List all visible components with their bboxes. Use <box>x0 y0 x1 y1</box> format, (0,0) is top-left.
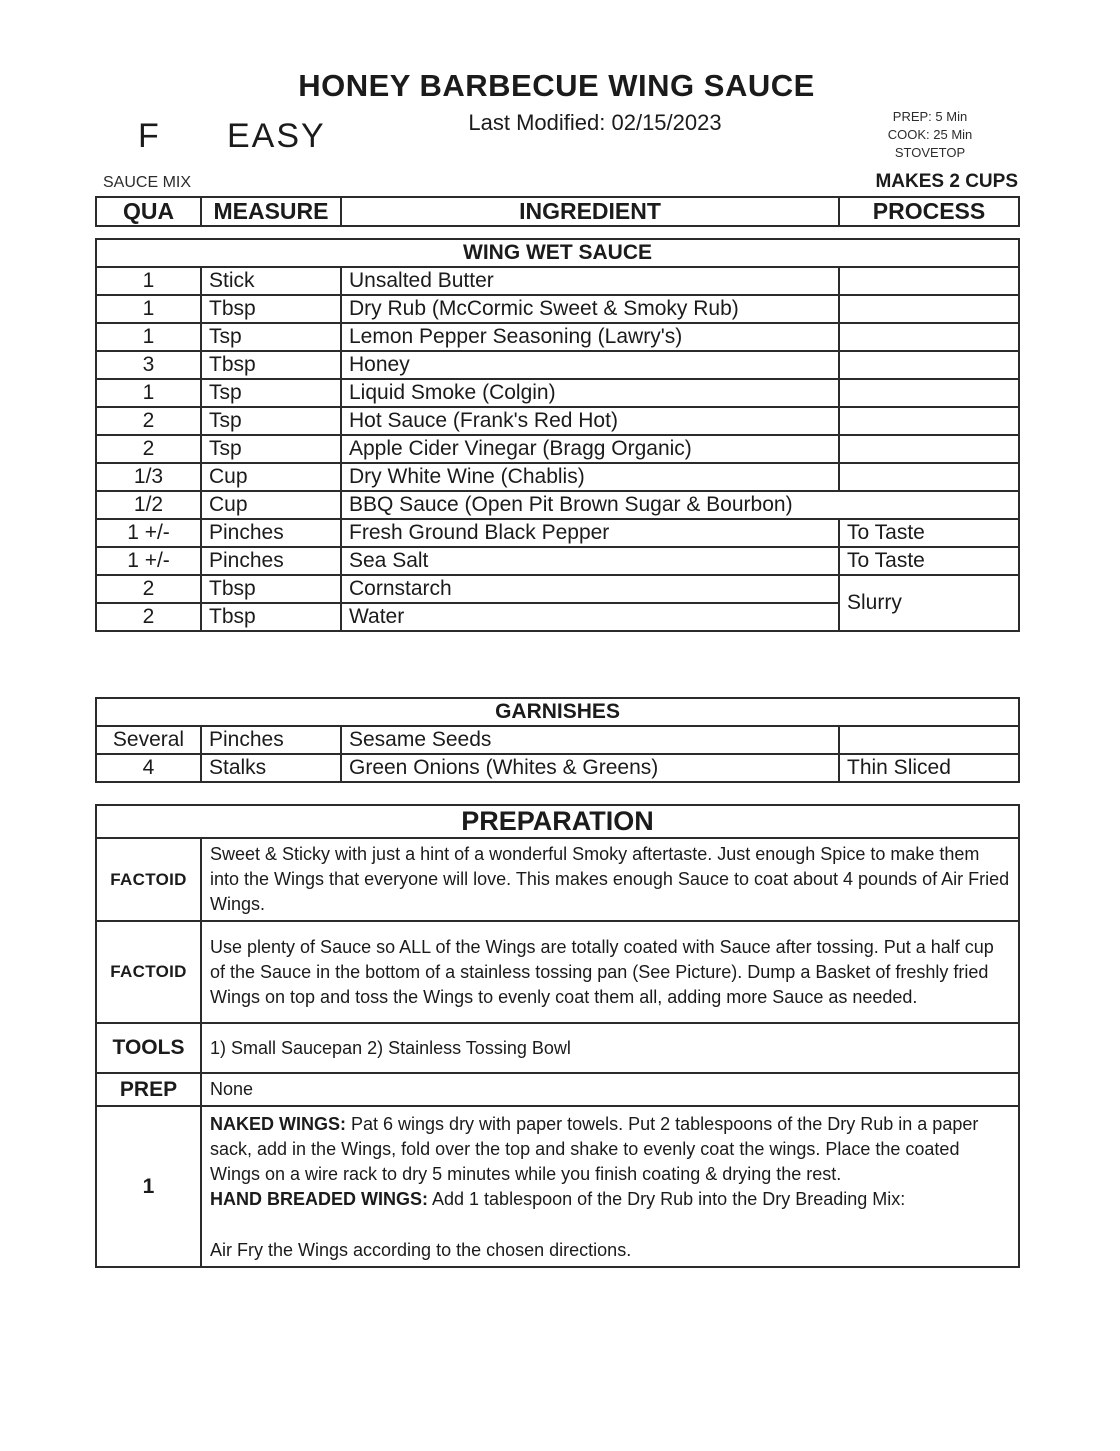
table-row <box>96 575 1019 603</box>
table-row <box>96 267 1019 295</box>
measure-cell: Tbsp <box>201 575 341 603</box>
ingredient-cell: Lemon Pepper Seasoning (Lawry's) <box>341 323 839 351</box>
ingredient-cell: Hot Sauce (Frank's Red Hot) <box>341 407 839 435</box>
ingredient-cell: Water <box>341 603 839 631</box>
cook-time: COOK: 25 Min <box>887 127 973 142</box>
ingredient-cell: Cornstarch <box>341 575 839 603</box>
tools-label: TOOLS <box>96 1023 201 1073</box>
section-title-garnishes: GARNISHES <box>96 698 1019 726</box>
qua-cell: 1/3 <box>96 463 201 491</box>
section-title-wing-wet-sauce: WING WET SAUCE <box>96 239 1019 267</box>
qua-cell: 1 <box>96 295 201 323</box>
prep-row <box>96 1073 1019 1106</box>
ingredient-cell: Liquid Smoke (Colgin) <box>341 379 839 407</box>
process-cell: Thin Sliced <box>839 754 1019 782</box>
ingredient-cell: Sesame Seeds <box>341 726 839 754</box>
difficulty-label: EASY <box>227 117 326 155</box>
section-title-row <box>96 698 1019 726</box>
process-cell <box>839 295 1019 323</box>
ingredient-cell: BBQ Sauce (Open Pit Brown Sugar & Bourbon) <box>341 491 1019 519</box>
measure-cell: Cup <box>201 463 341 491</box>
process-cell: To Taste <box>839 547 1019 575</box>
qua-cell: 1/2 <box>96 491 201 519</box>
ingredient-cell: Dry Rub (McCormic Sweet & Smoky Rub) <box>341 295 839 323</box>
factoid-text: Use plenty of Sauce so ALL of the Wings are totally coated with Sauce after tossing. Put a half cup of the Sauce in the bottom of a stainless tossing pan (See Picture). Dump a Basket of freshly fried Wings on top and toss the Wings to evenly coat them all, adding more Sauce as needed. <box>201 921 1019 1023</box>
garnishes-table <box>95 697 1020 783</box>
column-header-qua: QUA <box>96 197 201 226</box>
qua-cell: Several <box>96 726 201 754</box>
column-header-measure: MEASURE <box>201 197 341 226</box>
column-header-process: PROCESS <box>839 197 1019 226</box>
ingredient-cell: Green Onions (Whites & Greens) <box>341 754 839 782</box>
ingredient-cell: Unsalted Butter <box>341 267 839 295</box>
hand-breaded-label: HAND BREADED WINGS: <box>210 1189 428 1209</box>
table-row <box>96 726 1019 754</box>
process-cell <box>839 463 1019 491</box>
measure-cell: Tsp <box>201 435 341 463</box>
air-fry-paragraph: Air Fry the Wings according to the chosen directions. <box>210 1240 632 1260</box>
prep-label: PREP <box>96 1073 201 1106</box>
process-cell <box>839 726 1019 754</box>
table-row <box>96 519 1019 547</box>
naked-wings-paragraph <box>210 1112 1012 1187</box>
factoid-label: FACTOID <box>96 838 201 921</box>
factoid-row <box>96 921 1019 1023</box>
last-modified: Last Modified: 02/15/2023 <box>468 110 722 135</box>
process-cell: Slurry <box>839 575 1019 631</box>
qua-cell: 1 +/- <box>96 547 201 575</box>
ingredient-cell: Fresh Ground Black Pepper <box>341 519 839 547</box>
preparation-table <box>95 804 1020 1268</box>
process-cell: To Taste <box>839 519 1019 547</box>
measure-cell: Stalks <box>201 754 341 782</box>
qua-cell: 4 <box>96 754 201 782</box>
yield-label: MAKES 2 CUPS <box>875 171 1018 192</box>
qua-cell: 1 <box>96 379 201 407</box>
measure-cell: Tsp <box>201 323 341 351</box>
ingredient-cell: Apple Cider Vinegar (Bragg Organic) <box>341 435 839 463</box>
ingredient-cell: Honey <box>341 351 839 379</box>
table-row <box>96 435 1019 463</box>
step-number: 1 <box>96 1106 201 1267</box>
wing-wet-sauce-table <box>95 238 1020 632</box>
measure-cell: Tbsp <box>201 295 341 323</box>
hand-breaded-text: Add 1 tablespoon of the Dry Rub into the Dry Breading Mix: <box>428 1189 906 1209</box>
page-title: HONEY BARBECUE WING SAUCE <box>298 68 815 103</box>
qua-cell: 1 +/- <box>96 519 201 547</box>
table-row <box>96 323 1019 351</box>
section-title-preparation: PREPARATION <box>96 805 1019 838</box>
factoid-label: FACTOID <box>96 921 201 1023</box>
table-row <box>96 351 1019 379</box>
process-cell <box>839 435 1019 463</box>
table-row <box>96 295 1019 323</box>
measure-cell: Pinches <box>201 519 341 547</box>
measure-cell: Tbsp <box>201 351 341 379</box>
naked-wings-label: NAKED WINGS: <box>210 1114 346 1134</box>
qua-cell: 2 <box>96 603 201 631</box>
prep-time: PREP: 5 Min <box>892 109 968 124</box>
tools-row <box>96 1023 1019 1073</box>
recipe-flag: F <box>138 117 159 155</box>
qua-cell: 3 <box>96 351 201 379</box>
factoid-row <box>96 838 1019 921</box>
table-row <box>96 491 1019 519</box>
table-row <box>96 547 1019 575</box>
measure-cell: Tsp <box>201 379 341 407</box>
process-cell <box>839 267 1019 295</box>
cook-info-block <box>845 108 1015 162</box>
hand-breaded-paragraph <box>210 1187 1012 1212</box>
measure-cell: Cup <box>201 491 341 519</box>
cook-method: STOVETOP <box>894 145 966 160</box>
qua-cell: 2 <box>96 575 201 603</box>
process-cell <box>839 379 1019 407</box>
measure-cell: Stick <box>201 267 341 295</box>
column-header-row <box>96 197 1019 226</box>
table-row <box>96 754 1019 782</box>
table-row <box>96 407 1019 435</box>
section-title-row <box>96 805 1019 838</box>
column-header-ingredient: INGREDIENT <box>341 197 839 226</box>
step-row <box>96 1106 1019 1267</box>
step-text <box>201 1106 1019 1267</box>
process-cell <box>839 407 1019 435</box>
process-cell <box>839 323 1019 351</box>
measure-cell: Pinches <box>201 547 341 575</box>
measure-cell: Pinches <box>201 726 341 754</box>
prep-text: None <box>201 1073 1019 1106</box>
column-header-table <box>95 196 1020 227</box>
section-title-row <box>96 239 1019 267</box>
table-row <box>96 463 1019 491</box>
measure-cell: Tbsp <box>201 603 341 631</box>
qua-cell: 2 <box>96 407 201 435</box>
qua-cell: 1 <box>96 267 201 295</box>
table-row <box>96 379 1019 407</box>
naked-wings-text: Pat 6 wings dry with paper towels. Put 2 tablespoons of the Dry Rub in a paper sack, add in the Wings, fold over the top and shake to evenly coat the wings. Place the coated Wings on a wire rack to dry 5 minutes while you finish coating & drying the rest. <box>210 1114 979 1184</box>
tools-text: 1) Small Saucepan 2) Stainless Tossing Bowl <box>201 1023 1019 1073</box>
process-cell <box>839 351 1019 379</box>
ingredient-cell: Sea Salt <box>341 547 839 575</box>
measure-cell: Tsp <box>201 407 341 435</box>
category-label: SAUCE MIX <box>103 174 192 191</box>
qua-cell: 1 <box>96 323 201 351</box>
factoid-text: Sweet & Sticky with just a hint of a wonderful Smoky aftertaste. Just enough Spice to make them into the Wings that everyone will love. This makes enough Sauce to coat about 4 pounds of Air Fried Wings. <box>201 838 1019 921</box>
qua-cell: 2 <box>96 435 201 463</box>
ingredient-cell: Dry White Wine (Chablis) <box>341 463 839 491</box>
